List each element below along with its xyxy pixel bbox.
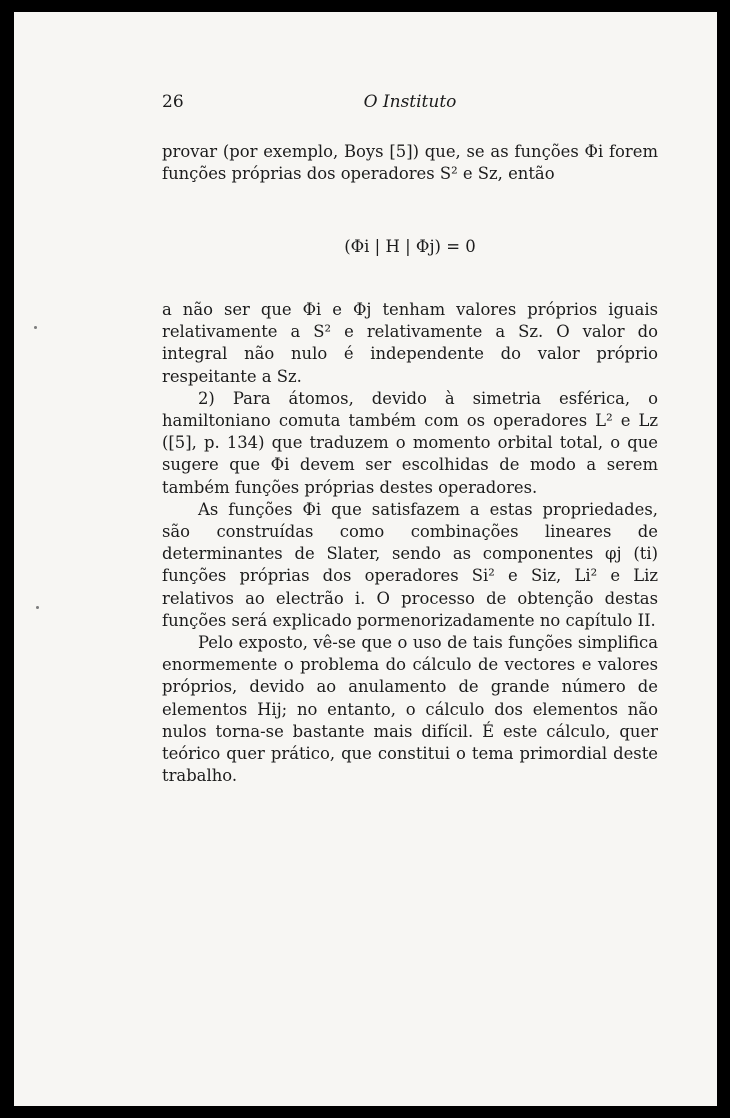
body-text-continued (162, 299, 658, 787)
page-number: 26 (162, 92, 184, 112)
page-header (162, 92, 658, 116)
formula: (Φi | H | Φj) = 0 (344, 237, 476, 256)
body-text (162, 141, 658, 185)
paragraph-1: provar (por exemplo, Boys [5]) que, se as funções Φi forem funções próprias dos operadores S² e Sz, então (162, 142, 658, 184)
paragraph-4: As funções Φi que satisfazem a estas propriedades, são construídas como combinações lineares de determinantes de Slater, sendo as componentes φj (ti) funções próprias dos operadores Si² e Siz, Li² e Liz relativos ao electrão i. O processo de obtenção destas funções será explicado pormenorizadamente no capítulo II. (162, 499, 658, 630)
running-title: O Instituto (363, 92, 457, 112)
document-page (14, 12, 717, 1106)
paragraph-5: Pelo exposto, vê-se que o uso de tais funções simplifica enormemente o problema do cálculo de vectores e valores próprios, devido ao anulamento de grande número de elementos Hij; no entanto, o cálculo dos elementos não nulos torna-se bastante mais difícil. É este cálculo, quer teórico quer prático, que constitui o tema primordial deste trabalho. (162, 633, 658, 786)
paragraph-3: 2) Para átomos, devido à simetria esférica, o hamiltoniano comuta também com os operadores L² e Lz ([5], p. 134) que traduzem o momento orbital total, o que sugere que Φi devem ser escolhidas de modo a serem também funções próprias destes operadores. (162, 388, 658, 497)
scan-speck (34, 326, 37, 329)
paragraph-2: a não ser que Φi e Φj tenham valores próprios iguais relativamente a S² e relativamente a Sz. O valor do integral não nulo é independente do valor próprio respeitante a Sz. (162, 300, 658, 386)
scan-speck (36, 606, 39, 609)
